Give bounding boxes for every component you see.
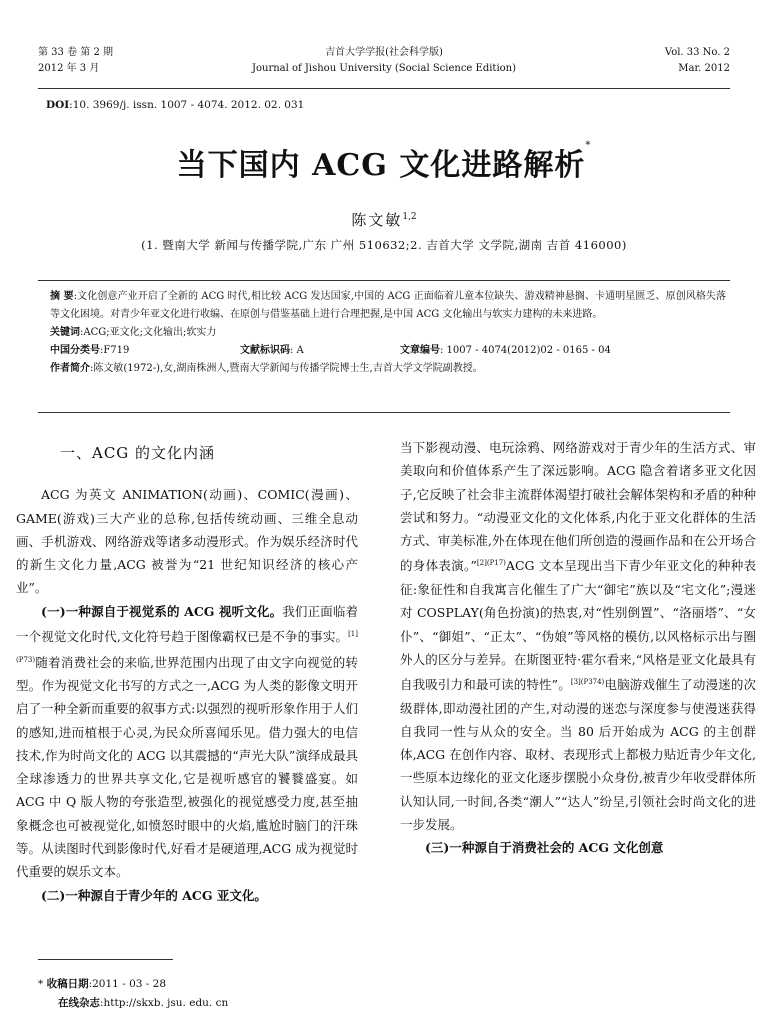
volume-cn: 第 33 卷 第 2 期 xyxy=(38,47,113,58)
body-paragraph xyxy=(16,600,358,884)
abstract-block xyxy=(50,288,726,378)
body-text: 我们正面临着一个视觉文化时代,文化符号趋于图像霸权已是不争的事实。 xyxy=(16,603,358,645)
article-title xyxy=(0,140,768,184)
citation: [1](P73) xyxy=(16,630,358,664)
article-no-label: 文章编号 xyxy=(400,345,440,356)
abstract-label: 摘 要 xyxy=(50,291,74,302)
volume-en: Vol. 33 No. 2 xyxy=(664,47,730,58)
body-column-left xyxy=(16,436,358,907)
keywords-value: :ACG;亚文化;文化输出;软实力 xyxy=(80,327,217,338)
header-rule xyxy=(38,88,730,89)
article-no-value: : 1007 - 4074(2012)02 - 0165 - 04 xyxy=(440,345,611,356)
received-label: 收稿日期 xyxy=(46,978,89,990)
header-right xyxy=(665,45,730,77)
clc-value: :F719 xyxy=(100,345,130,356)
doc-code-label: 文献标识码 xyxy=(240,345,290,356)
author-affil-sup: 1,2 xyxy=(402,212,417,222)
keywords-row xyxy=(50,324,726,342)
body-text: 随着消费社会的来临,世界范围内出现了由文字向视觉的转型。作为视觉文化书写的方式之一,ACG 为人类的影像文明开启了一种全新而重要的叙事方式:以强烈的视听形象作用于人们的感知,进而植根于心灵,为民众所喜闻乐见。借力强大的电信技术,作为时尚文化的 ACG 以其震撼的“声光大队”演绎成最具全球渗透力的世界共享文化,它是视听感官的饕餮盛宴。如 ACG 中 Q 版人物的夸张造型,被强化的视觉感受力度,甚至抽象概念也可被视觉化,如愤怒时眼中的火焰,尴尬时脑门的汗珠等。从读图时代到影像时代,好看才是硬道理,ACG 成为视觉时代重要的娱乐文本。 xyxy=(16,654,358,880)
subsection-heading: (二)一种源自于青少年的 ACG 亚文化。 xyxy=(41,887,267,903)
clc-label: 中国分类号 xyxy=(50,345,100,356)
date-cn: 2012 年 3 月 xyxy=(38,63,100,74)
footnote-rule xyxy=(38,959,173,960)
author-line xyxy=(0,209,768,230)
footnote-mark: * xyxy=(38,978,44,990)
online-value: :http://skxb. jsu. edu. cn xyxy=(100,997,229,1009)
received-date-row xyxy=(38,975,228,994)
citation: [3](P374) xyxy=(570,678,605,687)
subsection-heading: (一)一种源自于视觉系的 ACG 视听文化。 xyxy=(41,603,283,619)
bio-label: 作者简介 xyxy=(50,363,90,374)
doi-value: :10. 3969/j. issn. 1007 - 4074. 2012. 02. 031 xyxy=(69,99,305,111)
body-paragraph xyxy=(400,436,756,836)
body-paragraph: ACG 为英文 ANIMATION(动画)、COMIC(漫画)、GAME(游戏)三大产业的总称,包括传统动画、三维全息动画、手机游戏、网络游戏等诸多动漫形式。作为娱乐经济时代的新生文化力量,ACG 被誉为“21 世纪知识经济的核心产业”。 xyxy=(16,487,358,596)
article-no xyxy=(400,342,611,360)
article-title-text: 当下国内 ACG 文化进路解析 xyxy=(176,148,586,183)
abstract-text: :文化创意产业开启了全新的 ACG 时代,相比较 ACG 发达国家,中国的 ACG 正面临着儿童本位缺失、游戏精神悬搁、卡通明星匮乏、原创风格失落等文化困境。对青少年亚文化进行收编、在原创与借鉴基础上进行合理把握,是中国 ACG 文化输出与软实力建构的未来进路。 xyxy=(50,291,726,320)
footnote-block xyxy=(38,975,228,1013)
doc-code xyxy=(240,342,304,360)
author-name: 陈文敏 xyxy=(351,211,403,229)
abstract-bottom-rule xyxy=(38,412,730,413)
keywords-label: 关键词 xyxy=(50,327,80,338)
affiliation: (1. 暨南大学 新闻与传播学院,广东 广州 510632;2. 吉首大学 文学院,湖南 吉首 416000) xyxy=(141,238,627,252)
classification-row xyxy=(50,342,726,360)
body-paragraph xyxy=(16,884,358,907)
journal-cn: 吉首大学学报(社会科学版) xyxy=(325,47,443,58)
received-value: :2011 - 03 - 28 xyxy=(88,978,167,990)
journal-en: Journal of Jishou University (Social Science Edition) xyxy=(251,63,517,74)
abstract-paragraph xyxy=(50,288,726,324)
abstract-top-rule xyxy=(38,280,730,281)
citation: [2](P17) xyxy=(476,559,506,568)
title-footnote-mark: * xyxy=(585,140,592,151)
clc xyxy=(50,342,129,360)
author-bio-row xyxy=(50,360,726,378)
doc-code-value: : A xyxy=(290,345,304,356)
bio-value: :陈文敏(1972-),女,湖南株洲人,暨南大学新闻与传播学院博士生,吉首大学文学院副教授。 xyxy=(90,363,483,374)
body-paragraph xyxy=(400,836,756,859)
doi-line xyxy=(46,99,304,111)
body-column-right xyxy=(400,436,756,860)
subsection-heading: (三)一种源自于消费社会的 ACG 文化创意 xyxy=(425,840,664,856)
section-heading: 一、ACG 的文化内涵 xyxy=(60,444,216,462)
body-text: 当下影视动漫、电玩涂鸦、网络游戏对于青少年的生活方式、审美取向和价值体系产生了深远影响。ACG 隐含着诸多亚文化因子,它反映了社会非主流群体渴望打破社会解体架构和矛盾的种种尝试和努力。“动漫亚文化的文化体系,内化于亚文化群体的生活方式、审美标准,外在体现在他们所创造的漫画作品和在公开场合的身体表演。” xyxy=(400,440,756,574)
date-en: Mar. 2012 xyxy=(678,63,730,74)
running-header xyxy=(38,45,730,85)
body-text: 电脑游戏催生了动漫迷的次级群体,即动漫社团的产生,对动漫的迷恋与深度参与使漫迷获得自我同一性与从众的安全。当 80 后开始成为 ACG 的主创群体,ACG 在创作内容、取材、表现形式上都极力贴近青少年文化,一些原本边缘化的亚文化逐步摆脱小众身份,被青少年收受群体所认知认同,一时间,各类“潮人”“达人”纷呈,引领社会时尚文化的进一步发展。 xyxy=(400,677,756,833)
header-center xyxy=(38,45,730,77)
doi-label: DOI xyxy=(46,99,70,111)
online-label: 在线杂志 xyxy=(58,997,100,1009)
body-text: ACG 文本呈现出当下青少年亚文化的种种表征:象征性和自我寓言化催生了广大“御宅”族以及“宅文化”;漫迷对 COSPLAY(角色扮演)的热衷,对“性别倒置”、“洛丽塔”、“女仆”、“御姐”、“正太”、“伪娘”等风格的模仿,以风格标示出与圈外人的区分与差异。在斯图亚特·霍尔看来,“风格是亚文化最具有自我吸引力和最可读的特性”。 xyxy=(400,558,756,693)
online-journal-row xyxy=(38,994,228,1013)
